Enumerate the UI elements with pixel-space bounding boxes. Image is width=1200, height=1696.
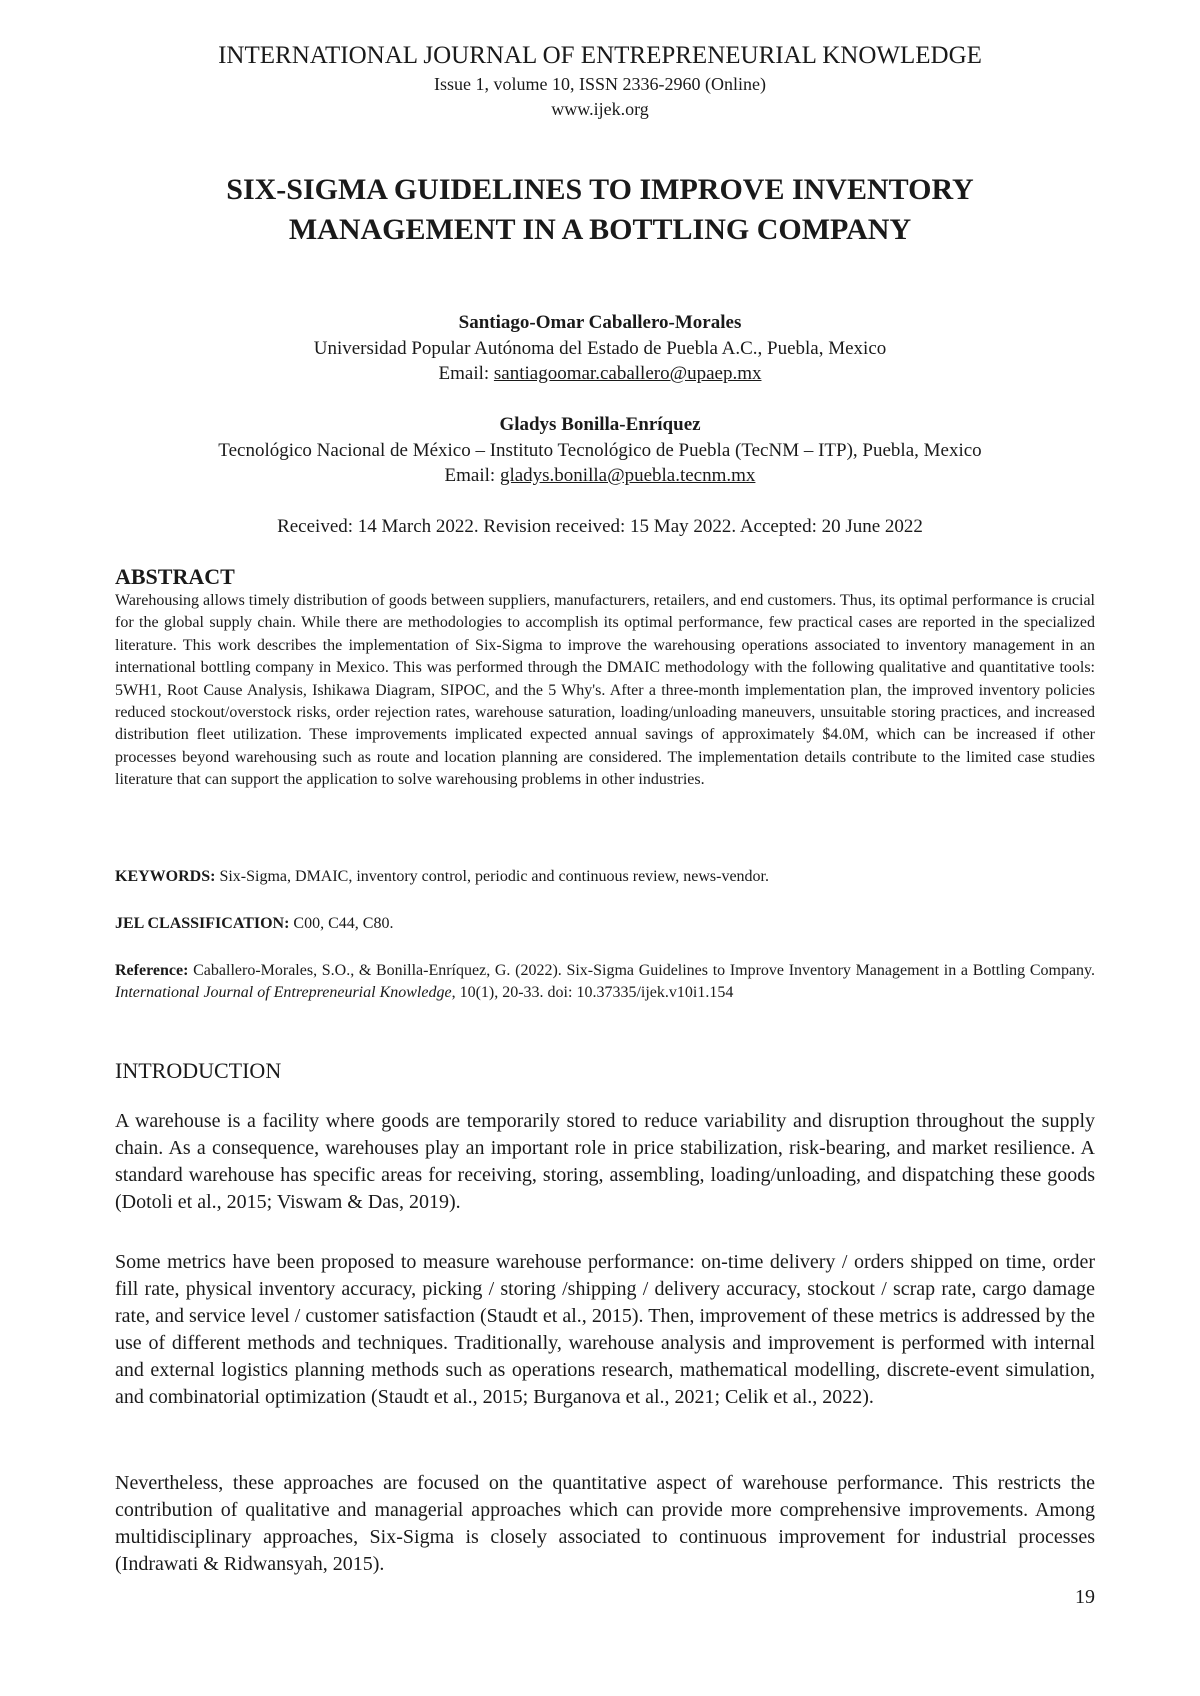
keywords-line bbox=[115, 866, 1095, 888]
body-paragraph: Some metrics have been proposed to measure warehouse performance: on-time delivery / orders shipped on time, order fill rate, physical inventory accuracy, picking / storing /shipping / delivery accuracy, stockout / scrap rate, cargo damage rate, and service level / customer satisfaction (Staudt et al., 2015). Then, improvement of these metrics is addressed by the use of different methods and techniques. Traditionally, warehouse analysis and improvement is performed with internal and external logistics planning methods such as operations research, mathematical modelling, discrete-event simulation, and combinatorial optimization (Staudt et al., 2015; Burganova et al., 2021; Celik et al., 2022). bbox=[115, 1251, 1095, 1408]
body-paragraph: A warehouse is a facility where goods are temporarily stored to reduce variability and disruption throughout the supply chain. As a consequence, warehouses play an important role in price stabilization, risk-bearing, and market resilience. A standard warehouse has specific areas for receiving, storing, assembling, loading/unloading, and dispatching these goods (Dotoli et al., 2015; Viswam & Das, 2019). bbox=[115, 1110, 1095, 1213]
journal-issue: Issue 1, volume 10, ISSN 2336-2960 (Online) bbox=[434, 74, 766, 94]
body-paragraph: Nevertheless, these approaches are focused on the quantitative aspect of warehouse performance. This restricts the contribution of qualitative and managerial approaches which can provide more comprehensive improvements. Among multidisciplinary approaches, Six-Sigma is closely associated to continuous improvement for industrial processes (Indrawati & Ridwansyah, 2015). bbox=[115, 1472, 1095, 1575]
author-affiliation: Tecnológico Nacional de México – Instituto Tecnológico de Puebla (TecNM – ITP), Puebla, Mexico bbox=[218, 440, 982, 461]
author-email-line bbox=[0, 463, 1200, 488]
author-email-line bbox=[0, 361, 1200, 386]
reference-line bbox=[115, 960, 1095, 1004]
paper-title: SIX-SIGMA GUIDELINES TO IMPROVE INVENTORY MANAGEMENT IN A BOTTLING COMPANY bbox=[226, 173, 974, 246]
author-block bbox=[0, 412, 1200, 488]
reference-label: Reference: bbox=[115, 962, 189, 979]
email-label: Email: bbox=[444, 465, 500, 486]
submission-dates: Received: 14 March 2022. Revision received: 15 May 2022. Accepted: 20 June 2022 bbox=[277, 516, 923, 537]
author-name: Santiago-Omar Caballero-Morales bbox=[458, 312, 742, 333]
jel-classification-line bbox=[115, 913, 1095, 935]
author-block bbox=[0, 310, 1200, 386]
jel-label: JEL CLASSIFICATION: bbox=[115, 915, 290, 932]
keywords-label: KEYWORDS: bbox=[115, 868, 216, 885]
email-label: Email: bbox=[438, 363, 494, 384]
abstract-heading: ABSTRACT bbox=[115, 564, 235, 589]
keywords-text: Six-Sigma, DMAIC, inventory control, periodic and continuous review, news-vendor. bbox=[215, 868, 769, 885]
page-number: 19 bbox=[1075, 1586, 1095, 1608]
reference-doi: , 10(1), 20-33. doi: 10.37335/ijek.v10i1.154 bbox=[451, 984, 734, 1001]
section-heading: INTRODUCTION bbox=[115, 1058, 282, 1083]
reference-journal: International Journal of Entrepreneurial Knowledge bbox=[115, 984, 452, 1001]
author-name: Gladys Bonilla-Enríquez bbox=[499, 414, 701, 435]
author-email-link[interactable]: gladys.bonilla@puebla.tecnm.mx bbox=[499, 465, 756, 486]
author-email-link[interactable]: santiagoomar.caballero@upaep.mx bbox=[493, 363, 762, 384]
journal-name: INTERNATIONAL JOURNAL OF ENTREPRENEURIAL KNOWLEDGE bbox=[218, 42, 982, 69]
journal-url[interactable]: www.ijek.org bbox=[551, 99, 649, 119]
reference-text: Caballero-Morales, S.O., & Bonilla-Enríquez, G. (2022). Six-Sigma Guidelines to Improve Inventory Management in a Bottling Company. bbox=[188, 962, 1095, 979]
jel-text: C00, C44, C80. bbox=[289, 915, 394, 932]
author-affiliation: Universidad Popular Autónoma del Estado de Puebla A.C., Puebla, Mexico bbox=[313, 338, 887, 359]
abstract-text: Warehousing allows timely distribution of goods between suppliers, manufacturers, retailers, and end customers. Thus, its optimal performance is crucial for the global supply chain. While there are methodologies to accomplish its optimal performance, few practical cases are reported in the specialized literature. This work describes the implementation of Six-Sigma to improve the warehousing operations associated to inventory management in an international bottling company in Mexico. This was performed through the DMAIC methodology with the following qualitative and quantitative tools: 5WH1, Root Cause Analysis, Ishikawa Diagram, SIPOC, and the 5 Why's. After a three-month implementation plan, the improved inventory policies reduced stockout/overstock risks, order rejection rates, warehouse saturation, loading/unloading maneuvers, unsuitable storing practices, and increased distribution fleet utilization. These improvements implicated expected annual savings of approximately $4.0M, which can be increased if other processes beyond warehousing such as route and location planning are considered. The implementation details contribute to the limited case studies literature that can support the application to solve warehousing problems in other industries. bbox=[115, 592, 1095, 789]
